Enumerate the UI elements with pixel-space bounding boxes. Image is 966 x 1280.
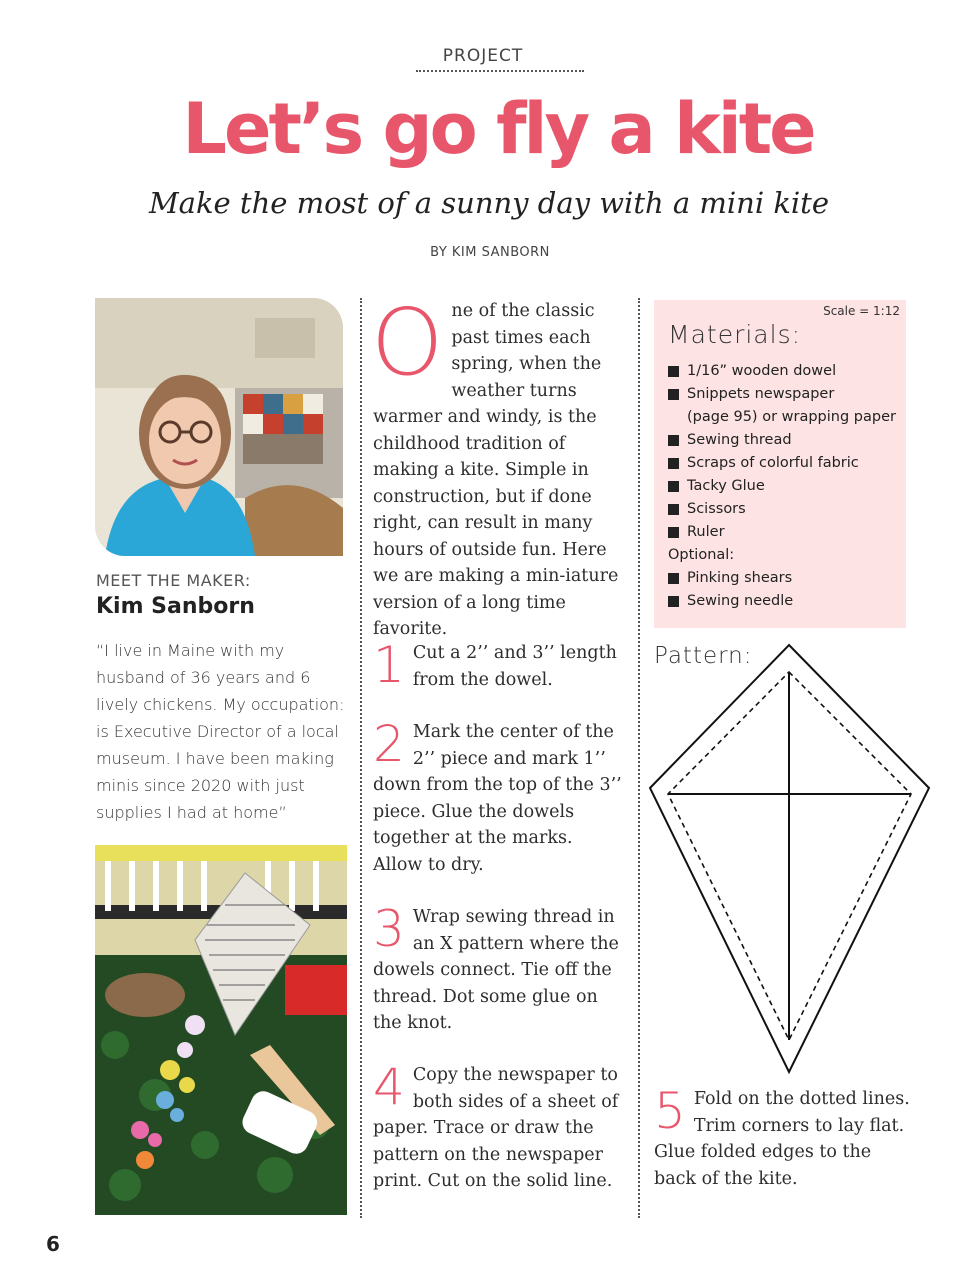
bullet-icon (668, 435, 679, 446)
intro-paragraph (371, 289, 625, 643)
step-text: Mark the center of the 2’’ piece and mark 1’’ down from the top of the 3’’ piece. Glue the dowels together at the marks. Allow to dry. (373, 722, 622, 875)
list-item: Snippets newspaper (668, 383, 904, 406)
section-divider (416, 70, 584, 72)
article-title: Let’s go fly a kite (182, 88, 814, 170)
list-item: Ruler (668, 521, 904, 544)
bullet-icon (668, 481, 679, 492)
bullet-icon (668, 504, 679, 515)
materials-list (668, 360, 904, 613)
step-2 (373, 715, 625, 878)
list-item: Sewing thread (668, 429, 904, 452)
step-number: 2 (373, 715, 405, 773)
step-number: 3 (373, 900, 405, 958)
list-item: Pinking shears (668, 567, 904, 590)
step-number: 4 (373, 1058, 405, 1116)
drop-cap: O (371, 289, 444, 396)
step-text: Wrap sewing thread in an X pattern where the dowels connect. Tie off the thread. Dot some glue on the knot. (373, 907, 619, 1033)
maker-heading: MEET THE MAKER: (96, 571, 251, 590)
list-item: 1/16” wooden dowel (668, 360, 904, 383)
column-divider-right (638, 298, 640, 1218)
step-number: 5 (654, 1082, 686, 1140)
pattern-label: Pattern: (654, 643, 753, 669)
page-number: 6 (46, 1232, 60, 1256)
step-3 (373, 900, 625, 1037)
kite-photo (95, 845, 347, 1215)
list-item: Sewing needle (668, 590, 904, 613)
step-text: Fold on the dotted lines. Trim corners to lay flat. Glue folded edges to the back of the kite. (654, 1089, 910, 1189)
bullet-icon (668, 389, 679, 400)
materials-box (654, 300, 906, 628)
kite-pattern-diagram (646, 640, 936, 1080)
list-item: Tacky Glue (668, 475, 904, 498)
list-item: Scraps of colorful fabric (668, 452, 904, 475)
maker-quote: “I live in Maine with my husband of 36 years and 6 lively chickens. My occupation: is Executive Director of a local museum. I have been making minis since 2020 with just supplies I had at home” (96, 641, 345, 822)
step-text: Copy the newspaper to both sides of a sheet of paper. Trace or draw the pattern on the newspaper print. Cut on the solid line. (373, 1065, 619, 1191)
byline: BY KIM SANBORN (430, 245, 550, 260)
step-4 (373, 1058, 625, 1195)
bullet-icon (668, 366, 679, 377)
materials-title: Materials: (668, 320, 802, 349)
list-item: Scissors (668, 498, 904, 521)
section-label: PROJECT (442, 46, 524, 66)
bullet-icon (668, 527, 679, 538)
list-item-continued: (page 95) or wrapping paper (687, 409, 896, 425)
step-5 (654, 1082, 910, 1192)
step-number: 1 (373, 636, 405, 694)
column-divider-left (360, 298, 362, 1218)
step-text: Cut a 2’’ and 3’’ length from the dowel. (412, 643, 617, 690)
scale-note: Scale = 1:12 (823, 304, 900, 318)
step-1 (373, 636, 625, 694)
maker-photo (95, 298, 343, 556)
maker-name: Kim Sanborn (96, 594, 255, 619)
intro-text: ne of the classic past times each spring, when the weather turns warmer and windy, is the childhood tradition of making a kite. Simple in construction, but if done right, can result in many hours of outside fun. Here we are making a min-iature version of a long time favorite. (373, 301, 619, 639)
article-subtitle: Make the most of a sunny day with a mini kite (148, 186, 829, 220)
optional-label: Optional: (668, 547, 735, 563)
bullet-icon (668, 596, 679, 607)
bullet-icon (668, 573, 679, 584)
bullet-icon (668, 458, 679, 469)
